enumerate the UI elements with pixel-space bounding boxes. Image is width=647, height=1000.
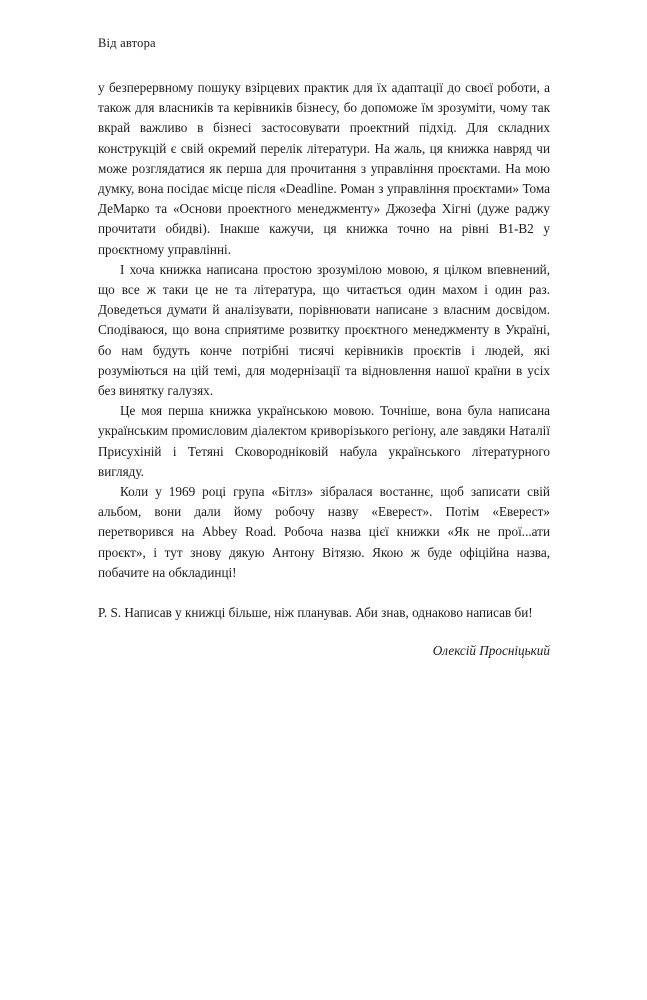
paragraph: Це моя перша книжка українською мовою. Точніше, вона була написана українським промисловим діалектом криворізького регіону, але завдяки Наталії Присухіній і Тетяні Сковородніковій набула українського літературного вигляду.	[98, 403, 550, 479]
paragraph: І хоча книжка написана простою зрозумілою мовою, я цілком впевнений, що все ж таки це не та література, що читається один махом і один раз. Доведеться думати й аналізувати, порівнювати написане з власним досвідом. Сподіваюся, що вона сприятиме розвитку проєктного менеджменту в Україні, бо нам будуть конче потрібні тисячі керівників проєктів і людей, які розуміються на цій темі, для модернізації та відновлення нашої країни в усіх без винятку галузях.	[98, 261, 550, 399]
paragraph: Коли у 1969 році група «Бітлз» зібралася востаннє, щоб записати свій альбом, вони дали йому робочу назву «Еверест». Потім «Еверест» перетворився на Abbey Road. Робоча назва цієї книжки «Як не прої...ати проєкт», і тут знову дякую Антону Вітязю. Якою ж буде офіційна назва, побачите на обкладинці!	[98, 484, 550, 580]
running-head: Від автора	[98, 36, 156, 50]
author-signature: Олексій Просніцький	[432, 643, 550, 659]
body-text	[98, 78, 550, 661]
postscript: P. S. Написав у книжці більше, ніж планував. Аби знав, однаково написав би!	[98, 605, 533, 621]
paragraph: у безперервному пошуку взірцевих практик для їх адаптації до своєї роботи, а також для власників та керівників бізнесу, бо допоможе їм зрозуміти, чому так вкрай важливо в бізнесі застосовувати проектний підхід. Для складних конструкцій є свій окремий перелік літератури. На жаль, ця книжка навряд чи може розглядатися як перша для прочитання з управління проєктами. На мою думку, вона посідає місце після «Deadline. Роман з управління проєктами» Тома ДеМарко та «Основи проектного менеджменту» Джозефа Хігні (дуже раджу прочитати обидві). Інакше кажучи, ця книжка точно на рівні B1-B2 у проєктному управлінні.	[98, 80, 550, 257]
